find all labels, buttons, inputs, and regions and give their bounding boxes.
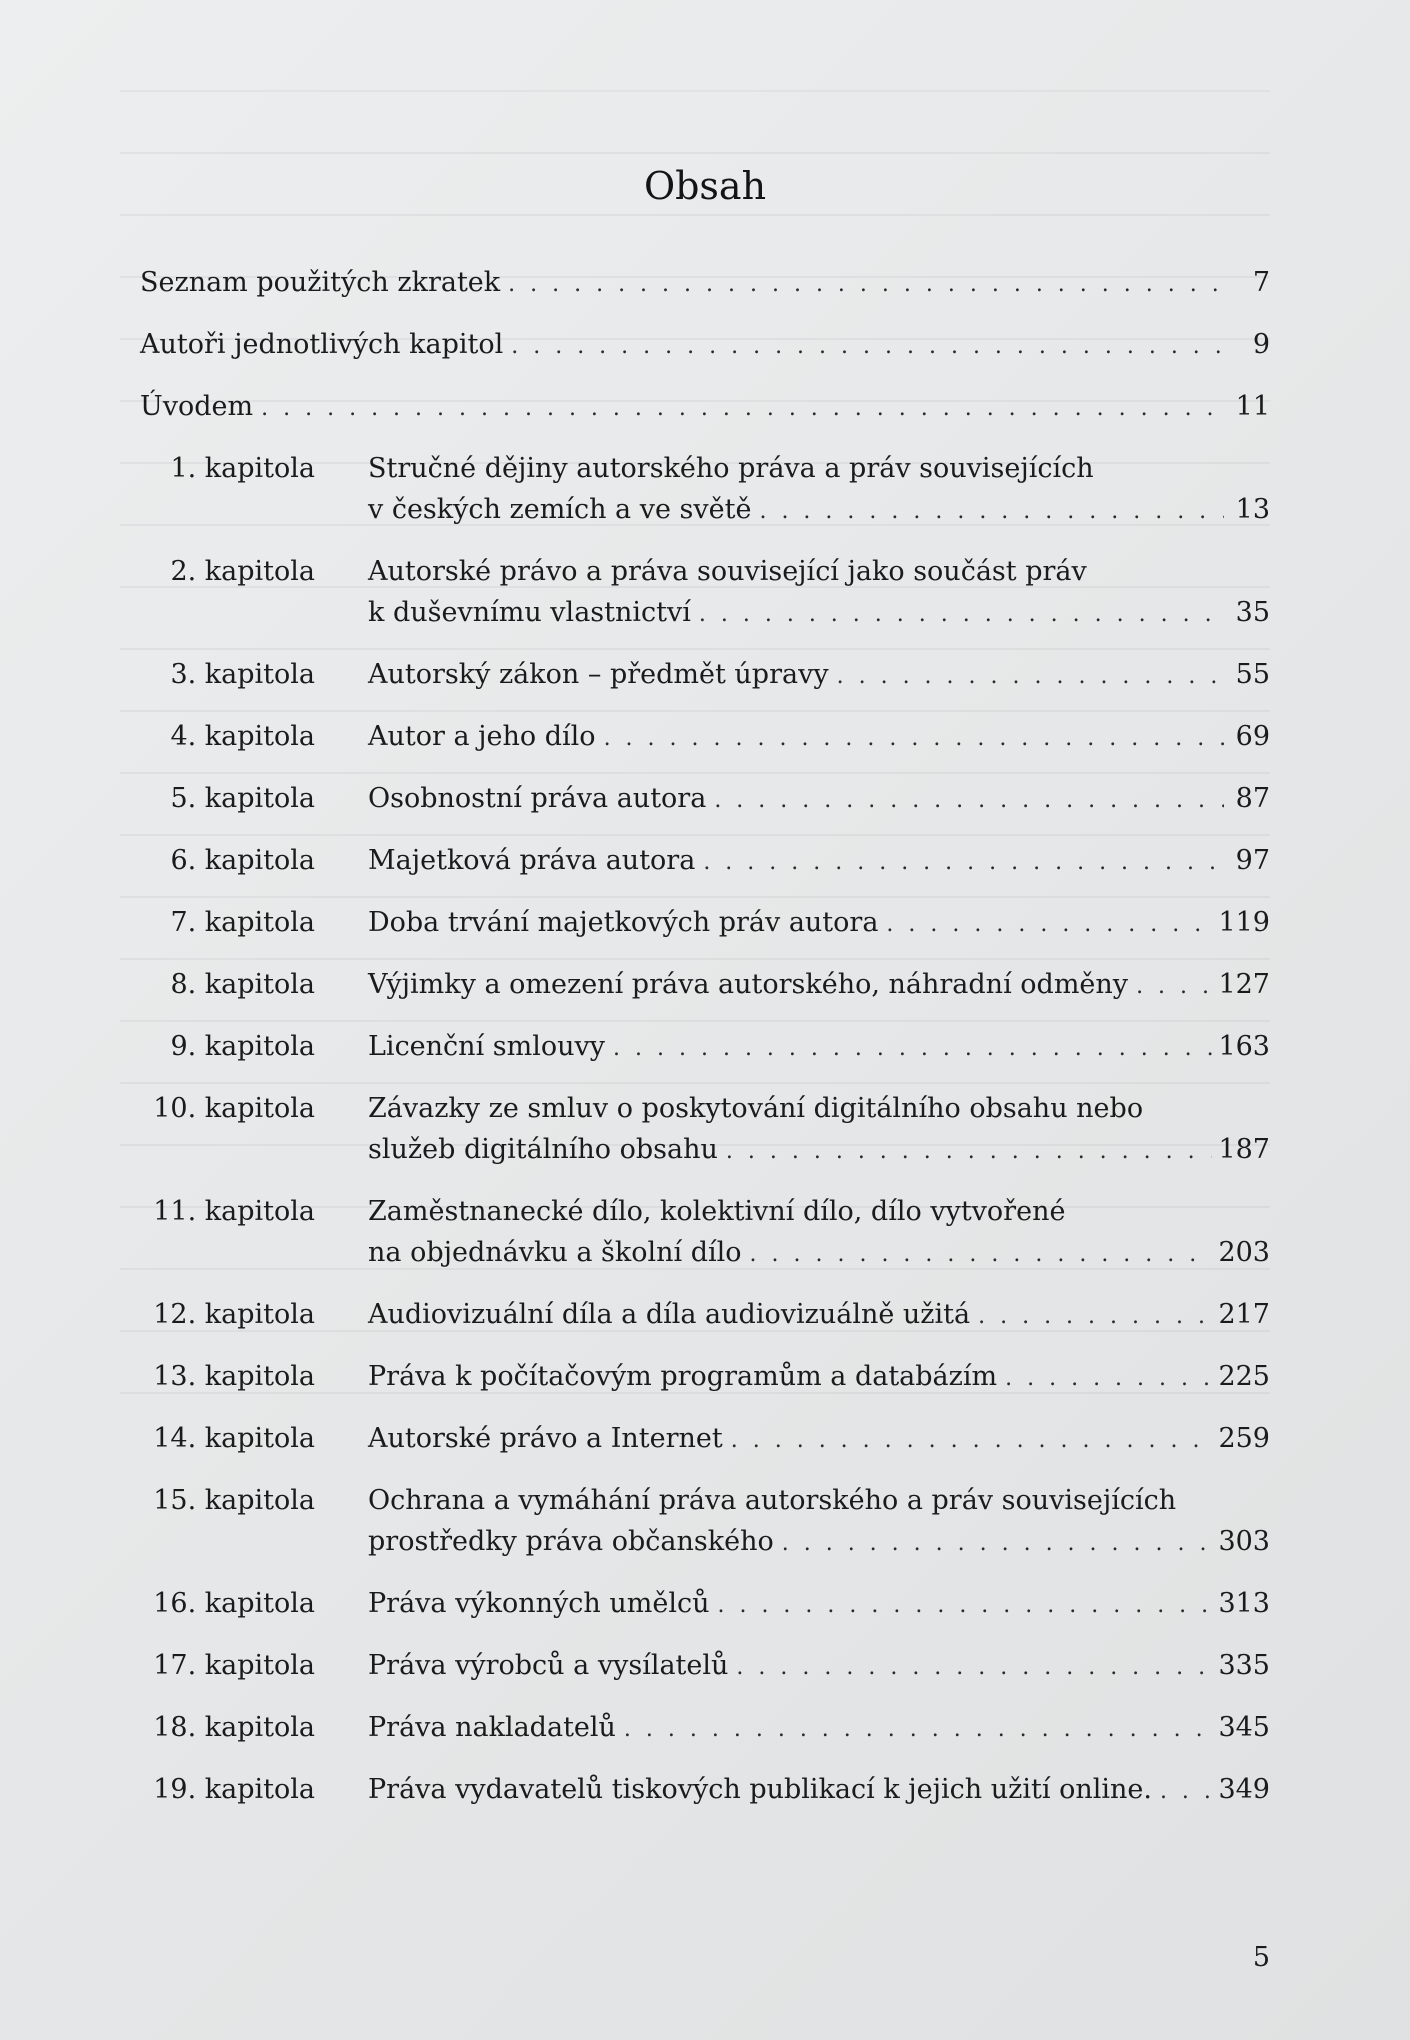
chapter-number: 6. kapitola xyxy=(170,845,315,876)
dot-leader xyxy=(508,264,1224,305)
dot-leader xyxy=(717,1585,1212,1626)
dot-leader xyxy=(736,1647,1212,1688)
chapter-title-line: Práva nakladatelů xyxy=(368,1712,616,1743)
page-number: 5 xyxy=(1252,1942,1270,1973)
chapter-title-line: Ochrana a vymáhání práva autorského a práv souvisejících xyxy=(368,1485,1177,1516)
toc-page-number: 345 xyxy=(1218,1712,1270,1743)
toc-page-number: 13 xyxy=(1235,494,1270,525)
toc-page-number: 69 xyxy=(1235,721,1270,752)
dot-leader xyxy=(714,780,1224,821)
toc-chapter-entry xyxy=(140,1191,1270,1294)
toc-page-number: 349 xyxy=(1218,1774,1270,1805)
toc-chapter-entry xyxy=(140,1418,1270,1480)
dot-leader xyxy=(750,1234,1213,1275)
toc-chapter-entry xyxy=(140,716,1270,778)
chapter-number: 18. kapitola xyxy=(153,1712,315,1743)
chapter-number: 3. kapitola xyxy=(170,659,315,690)
toc-entry-label: Úvodem xyxy=(140,391,254,422)
dot-leader xyxy=(837,656,1224,697)
chapter-title-line: Práva výrobců a vysílatelů xyxy=(368,1650,729,1681)
toc-entry-introduction xyxy=(140,386,1270,448)
toc-chapter-entry xyxy=(140,1480,1270,1583)
toc-page-number: 7 xyxy=(1252,267,1270,298)
toc-chapter-entry xyxy=(140,551,1270,654)
toc-page-number: 55 xyxy=(1235,659,1270,690)
dot-leader xyxy=(1160,1771,1213,1812)
chapter-number: 2. kapitola xyxy=(170,556,315,587)
chapter-title-line: služeb digitálního obsahu xyxy=(368,1134,718,1165)
chapter-title-line: Doba trvání majetkových práv autora xyxy=(368,907,879,938)
toc-chapter-entry xyxy=(140,1645,1270,1707)
chapter-number: 7. kapitola xyxy=(170,907,315,938)
chapter-number: 4. kapitola xyxy=(170,721,315,752)
toc-chapter-entry xyxy=(140,778,1270,840)
toc-chapter-entry xyxy=(140,902,1270,964)
chapter-title-line: Majetková práva autora xyxy=(368,845,696,876)
toc-chapter-entry xyxy=(140,1707,1270,1769)
chapter-title-line: Výjimky a omezení práva autorského, náhradní odměny xyxy=(368,969,1129,1000)
chapter-title-line: Práva vydavatelů tiskových publikací k jejich užití online. xyxy=(368,1774,1152,1805)
chapter-number: 8. kapitola xyxy=(170,969,315,1000)
chapter-number: 9. kapitola xyxy=(170,1031,315,1062)
chapter-title-line: Práva výkonných umělců xyxy=(368,1588,710,1619)
chapter-title-line: Závazky ze smluv o poskytování digitálního obsahu nebo xyxy=(368,1093,1144,1124)
chapter-number: 14. kapitola xyxy=(153,1423,315,1454)
toc-page-number: 313 xyxy=(1218,1588,1270,1619)
chapter-title-line: na objednávku a školní dílo xyxy=(368,1237,742,1268)
dot-leader xyxy=(261,388,1224,429)
dot-leader xyxy=(624,1709,1213,1750)
toc-page-number: 217 xyxy=(1218,1299,1270,1330)
chapter-list xyxy=(140,448,1270,1831)
chapter-number: 19. kapitola xyxy=(153,1774,315,1805)
toc-page-number: 11 xyxy=(1235,391,1270,422)
toc-chapter-entry xyxy=(140,448,1270,551)
toc-entry-abbreviations xyxy=(140,262,1270,324)
toc-page-number: 35 xyxy=(1235,597,1270,628)
table-of-contents xyxy=(140,262,1270,1831)
dot-leader xyxy=(759,491,1224,532)
chapter-number: 5. kapitola xyxy=(170,783,315,814)
toc-entry-authors xyxy=(140,324,1270,386)
toc-chapter-entry xyxy=(140,1294,1270,1356)
chapter-title-line: prostředky práva občanského xyxy=(368,1526,774,1557)
chapter-title-line: Práva k počítačovým programům a databázím xyxy=(368,1361,998,1392)
toc-chapter-entry xyxy=(140,1583,1270,1645)
dot-leader xyxy=(726,1131,1213,1172)
chapter-title-line: Autor a jeho dílo xyxy=(368,721,596,752)
chapter-number: 1. kapitola xyxy=(170,453,315,484)
toc-chapter-entry xyxy=(140,1026,1270,1088)
chapter-title-line: v českých zemích a ve světě xyxy=(368,494,752,525)
toc-chapter-entry xyxy=(140,840,1270,902)
toc-page-number: 87 xyxy=(1235,783,1270,814)
toc-chapter-entry xyxy=(140,1769,1270,1831)
toc-page-number: 303 xyxy=(1218,1526,1270,1557)
dot-leader xyxy=(886,904,1212,945)
toc-chapter-entry xyxy=(140,654,1270,716)
dot-leader xyxy=(782,1523,1213,1564)
dot-leader xyxy=(699,594,1224,635)
dot-leader xyxy=(703,842,1224,883)
toc-page-number: 97 xyxy=(1235,845,1270,876)
chapter-title-line: Stručné dějiny autorského práva a práv souvisejících xyxy=(368,453,1094,484)
toc-page-number: 187 xyxy=(1218,1134,1270,1165)
chapter-number: 10. kapitola xyxy=(153,1093,315,1124)
dot-leader xyxy=(613,1028,1212,1069)
toc-page-number: 203 xyxy=(1218,1237,1270,1268)
dot-leader xyxy=(731,1420,1213,1461)
chapter-number: 16. kapitola xyxy=(153,1588,315,1619)
chapter-title-line: Audiovizuální díla a díla audiovizuálně užitá xyxy=(368,1299,971,1330)
toc-page-number: 163 xyxy=(1218,1031,1270,1062)
toc-page-number: 225 xyxy=(1218,1361,1270,1392)
chapter-number: 12. kapitola xyxy=(153,1299,315,1330)
dot-leader xyxy=(1136,966,1212,1007)
toc-chapter-entry xyxy=(140,964,1270,1026)
chapter-title-line: Autorské právo a práva související jako součást práv xyxy=(368,556,1087,587)
toc-page-number: 119 xyxy=(1218,907,1270,938)
toc-page-number: 335 xyxy=(1218,1650,1270,1681)
toc-chapter-entry xyxy=(140,1356,1270,1418)
chapter-title-line: Osobnostní práva autora xyxy=(368,783,707,814)
chapter-number: 15. kapitola xyxy=(153,1485,315,1516)
chapter-number: 11. kapitola xyxy=(153,1196,315,1227)
toc-page-number: 127 xyxy=(1218,969,1270,1000)
dot-leader xyxy=(511,326,1224,367)
dot-leader xyxy=(978,1296,1212,1337)
chapter-title-line: Autorský zákon – předmět úpravy xyxy=(368,659,829,690)
dot-leader xyxy=(1005,1358,1212,1399)
chapter-number: 13. kapitola xyxy=(153,1361,315,1392)
toc-entry-label: Autoři jednotlivých kapitol xyxy=(140,329,504,360)
toc-entry-label: Seznam použitých zkratek xyxy=(140,267,501,298)
toc-page-number: 259 xyxy=(1218,1423,1270,1454)
toc-chapter-entry xyxy=(140,1088,1270,1191)
toc-page-number: 9 xyxy=(1252,329,1270,360)
dot-leader xyxy=(604,718,1224,759)
chapter-number: 17. kapitola xyxy=(153,1650,315,1681)
chapter-title-line: k duševnímu vlastnictví xyxy=(368,597,691,628)
chapter-title-line: Licenční smlouvy xyxy=(368,1031,606,1062)
page-title: Obsah xyxy=(643,164,767,208)
chapter-title-line: Autorské právo a Internet xyxy=(368,1423,723,1454)
chapter-title-line: Zaměstnanecké dílo, kolektivní dílo, dílo vytvořené xyxy=(368,1196,1066,1227)
